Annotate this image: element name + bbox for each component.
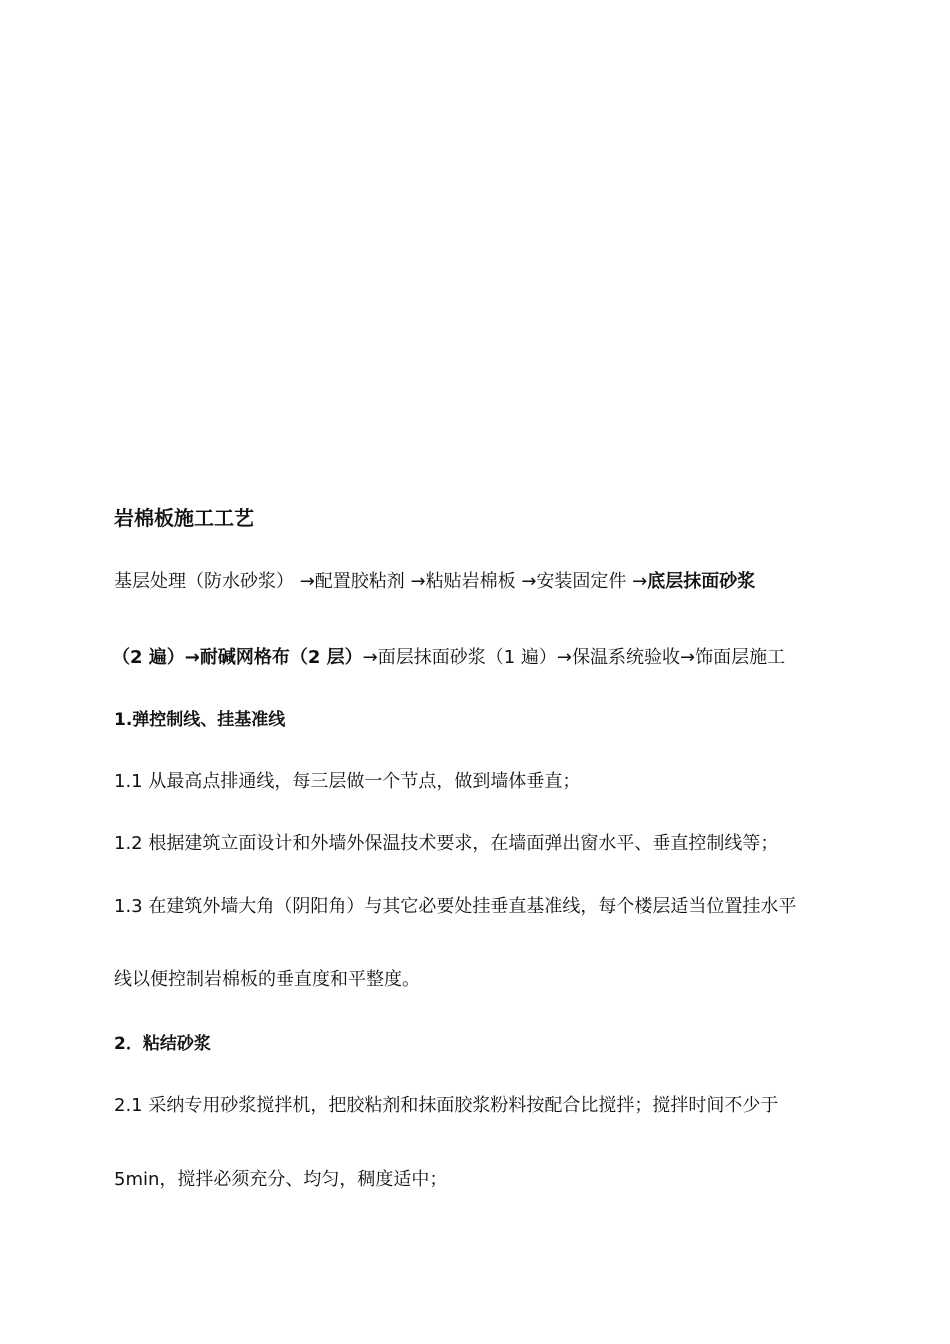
process-flow-text: →面层抹面砂浆（1 遍）→保温系统验收→饰面层施工 (362, 647, 786, 668)
paragraph-2-1-line-2: 5min，搅拌必须充分、均匀，稠度适中； (114, 1169, 448, 1190)
paragraph-1-3-line-2: 线以便控制岩棉板的垂直度和平整度。 (114, 969, 420, 990)
process-flow-emphasis: （2 遍）→耐碱网格布（2 层） (112, 647, 363, 668)
section-1-heading: 1.弹控制线、挂基准线 (114, 710, 286, 730)
paragraph-1-3-line-1: 1.3 在建筑外墙大角（阴阳角）与其它必要处挂垂直基准线，每个楼层适当位置挂水平 (114, 896, 797, 917)
process-flow-text: 基层处理（防水砂浆） →配置胶粘剂 →粘贴岩棉板 →安装固定件 → (114, 571, 648, 592)
paragraph-2-1-line-1: 2.1 采纳专用砂浆搅拌机，把胶粘剂和抹面胶浆粉料按配合比搅拌；搅拌时间不少于 (114, 1095, 779, 1116)
paragraph-1-2: 1.2 根据建筑立面设计和外墙外保温技术要求，在墙面弹出窗水平、垂直控制线等； (114, 833, 779, 854)
process-flow-line-1 (114, 569, 844, 595)
process-flow-emphasis: 底层抹面砂浆 (647, 571, 756, 592)
paragraph-1-1: 1.1 从最高点排通线，每三层做一个节点，做到墙体垂直； (114, 771, 581, 792)
process-flow-line-2 (112, 645, 842, 671)
document-title: 岩棉板施工工艺 (114, 506, 254, 530)
section-2-heading: 2．粘结砂浆 (114, 1034, 211, 1054)
